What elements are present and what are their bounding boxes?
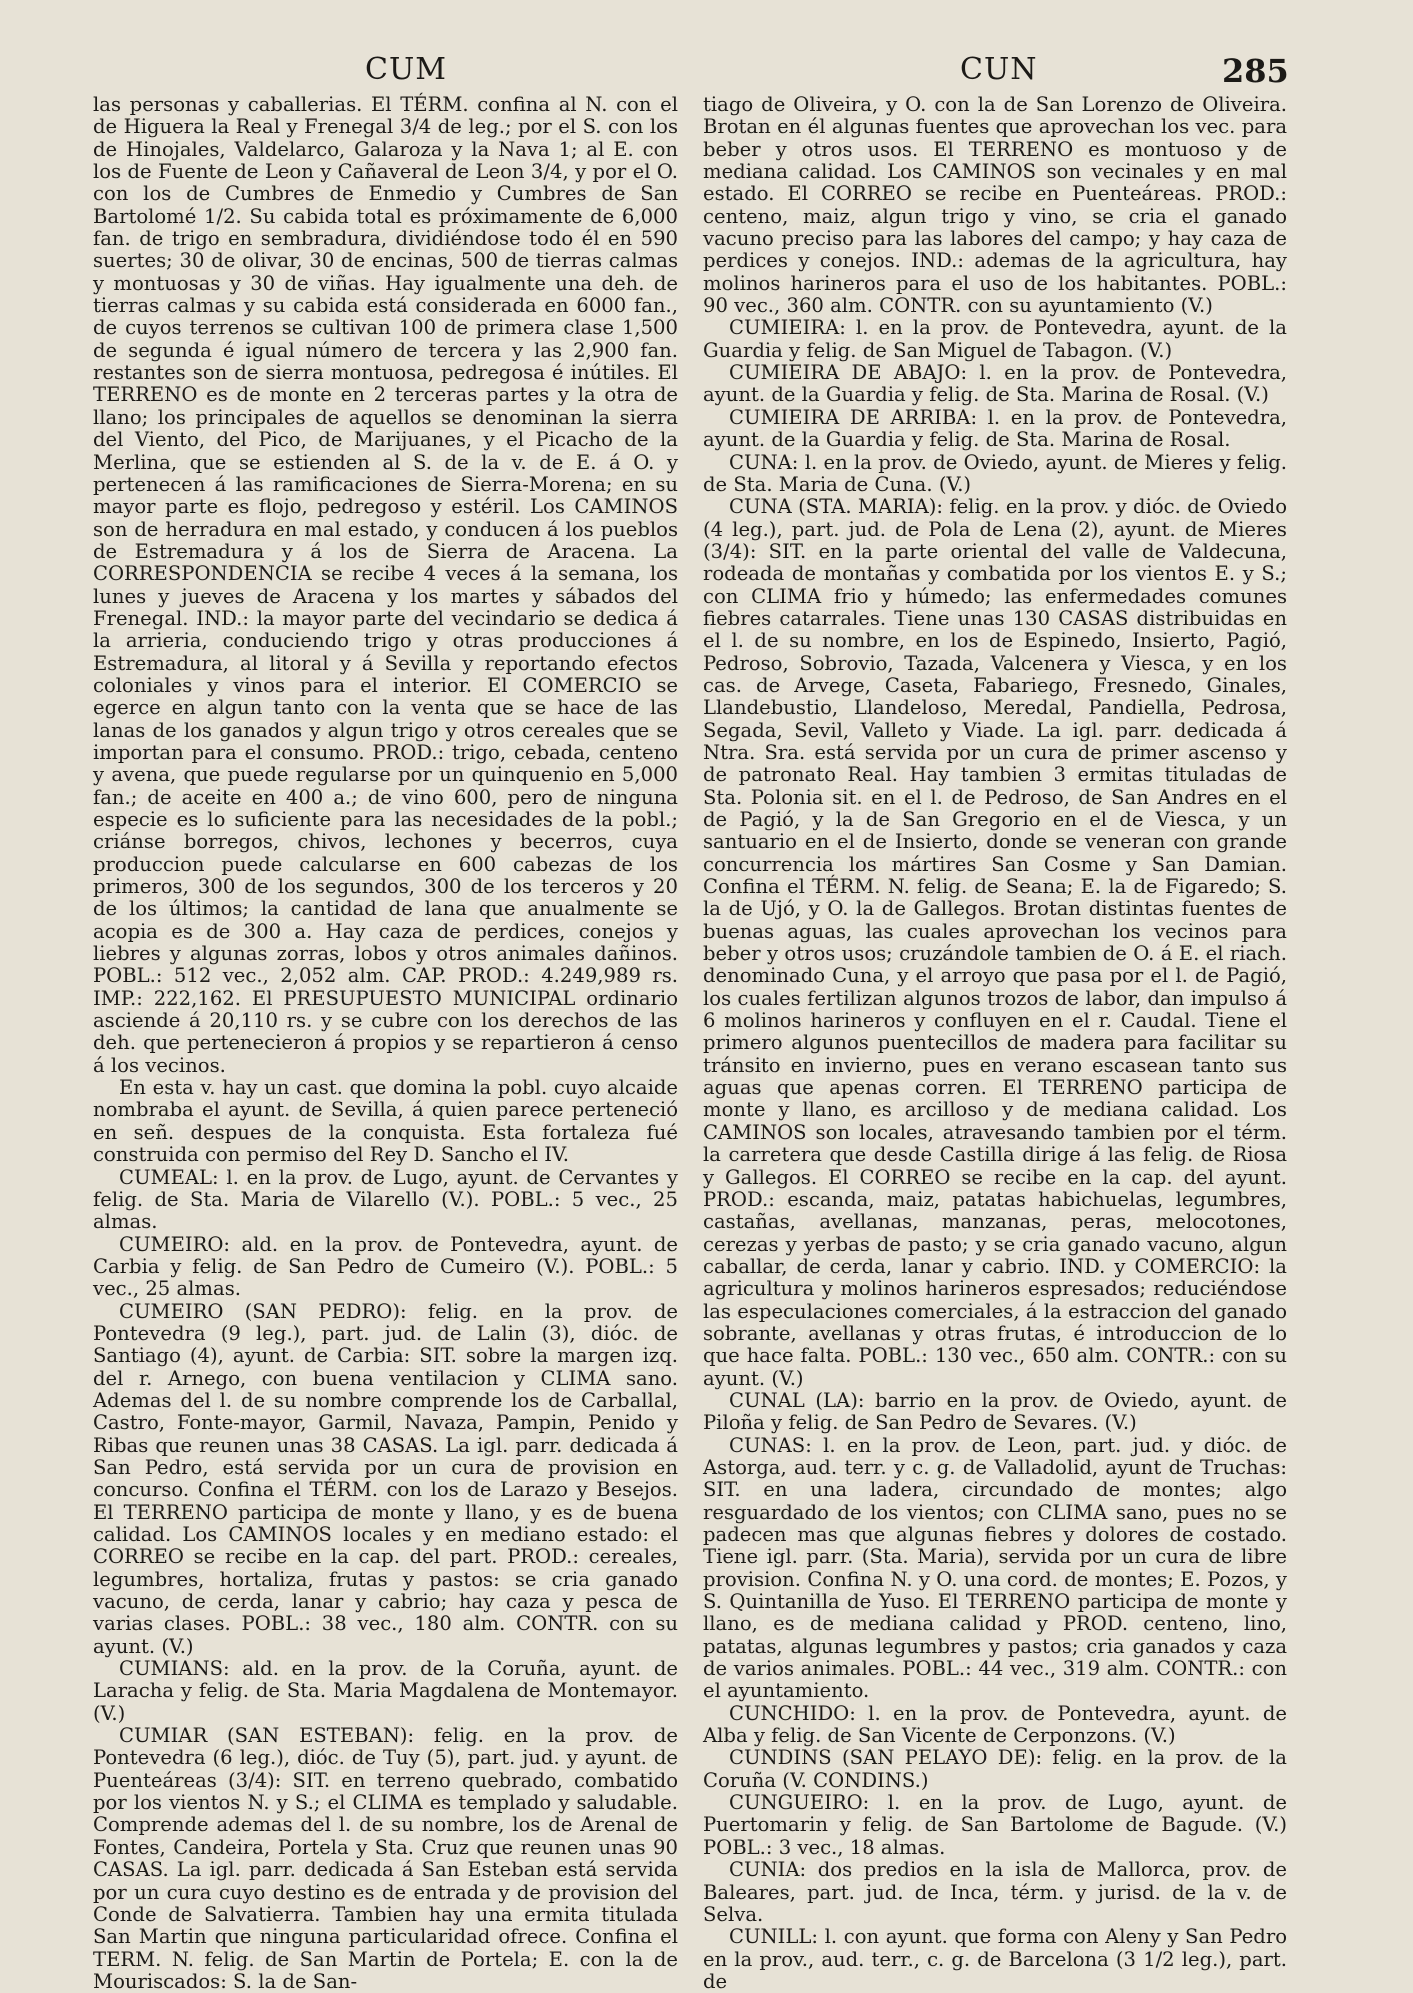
running-head-right: CUN [960, 52, 1038, 87]
entry-cunas: CUNAS: l. en la prov. de Leon, part. jud. y dióc. de Astorga, aud. terr. y c. g. de Valladolid, ayunt de Truchas: SIT. en una ladera, circundado de montes; algo resguardado de los vientos; con CLIMA sano, pues no se padecen mas que algunas fiebres y dolores de costado. Tiene igl. parr. (Sta. Maria), servida por un cura de libre provision. Confina N. y O. una cord. de montes; E. Pozos, y S. Quintanilla de Yuso. El TERRENO participa de monte y llano, es de mediana calidad y PROD. centeno, lino, patatas, algunas legumbres y pastos; cria ganados y caza de varios animales. POBL.: 44 vec., 319 alm. CONTR.: con el ayuntamiento. [703, 1433, 1287, 1703]
entry-cungueiro: CUNGUEIRO: l. en la prov. de Lugo, ayunt. de Puertomarin y felig. de San Bartolome de Bagude. (V.) POBL.: 3 vec., 18 almas. [703, 1791, 1287, 1859]
entry-cumieira-de-arriba: CUMIEIRA DE ARRIBA: l. en la prov. de Pontevedra, ayunt. de la Guardia y felig. de Sta. Marina de Rosal. [703, 405, 1287, 452]
entry-cunill: CUNILL: l. con ayunt. que forma con Aleny y San Pedro en la prov., aud. terr., c. g. de Barcelona (3 1/2 leg.), part. de [703, 1925, 1287, 1993]
entry-cumieira-de-abajo: CUMIEIRA DE ABAJO: l. en la prov. de Pontevedra, ayunt. de la Guardia y felig. de Sta. Marina de Rosal. (V.) [703, 361, 1287, 407]
entry-paragraph: las personas y caballerias. El TÉRM. confina al N. con el de Higuera la Real y Frenegal 3/4 de leg.; por el S. con los de Hinojales, Valdelarco, Galaroza y la Nava 1; al E. con los de Fuente de Leon y Cañaveral de Leon 3/4, y por el O. con los de Cumbres de Enmedio y Cumbres de San Bartolomé 1/2. Su cabida total es próximamente de 6,000 fan. de trigo en sembradura, dividiéndose todo él en 590 suertes; 30 de olivar, 30 de encinas, 500 de tierras calmas y montuosas y 30 de viñas. Hay igualmente una deh. de tierras calmas y su cabida está considerada en 6000 fan., de cuyos terrenos se cultivan 100 de primera clase 1,500 de segunda é igual número de tercera y las 2,900 fan. restantes son de sierra montuosa, pedregosa é inútiles. El TERRENO es de monte en 2 terceras partes y la otra de llano; los principales de aquellos se denominan la sierra del Viento, del Pico, de Marijuanes, y el Picacho de la Merlina, que se estienden al S. de la v. de E. á O. y pertenecen á las ramificaciones de Sierra-Morena; en su mayor parte es flojo, pedregoso y estéril. Los CAMINOS son de herradura en mal estado, y conducen á los pueblos de Estremadura y á los de Sierra de Aracena. La CORRESPONDENCIA se recibe 4 veces á la semana, los lunes y jueves de Aracena y los martes y sábados del Frenegal. IND.: la mayor parte del vecindario se dedica á la arrieria, conduciendo trigo y otras producciones á Estremadura, al litoral y á Sevilla y reportando efectos coloniales y vinos para el interior. El COMERCIO se egerce en algun tanto con la venta que se hace de las lanas de los ganados y algun trigo y otros cereales que se importan para el consumo. PROD.: trigo, cebada, centeno y avena, que puede regularse por un quinquenio en 5,000 fan.; de aceite en 400 a.; de vino 600, pero de ninguna especie es lo suficiente para las necesidades de la pobl.; criánse borregos, chivos, lechones y becerros, cuya produccion puede calcularse en 600 cabezas de los primeros, 300 de los segundos, 300 de los terceros y 20 de los últimos; la cantidad de lana que anualmente se acopia es de 300 a. Hay caza de perdices, conejos y liebres y algunas zorras, lobos y otros animales dañinos. POBL.: 512 vec., 2,052 alm. CAP. PROD.: 4.249,989 rs. IMP.: 222,162. El PRESUPUESTO MUNICIPAL ordinario asciende á 20,110 rs. y se cubre con los derechos de las deh. que pertenecieron á propios y se repartieron á censo á los vecinos. [93, 93, 678, 1077]
entry-cuna-sta-maria: CUNA (STA. MARIA): felig. en la prov. y dióc. de Oviedo (4 leg.), part. jud. de Pola de Lena (2), ayunt. de Mieres (3/4): SIT. en la parte oriental del valle de Valdecuna, rodeada de montañas y combatida por los vientos E. y S.; con CLIMA frio y húmedo; las enfermedades comunes fiebres catarrales. Tiene unas 130 CASAS distribuidas en el l. de su nombre, en los de Espinedo, Insierto, Pagió, Pedroso, Sobrovio, Tazada, Valcenera y Viesca, y en los cas. de Arvege, Caseta, Fabariego, Fresnedo, Ginales, Llandebustio, Llandeloso, Meredal, Pandiella, Pedrosa, Segada, Sevil, Valleto y Viade. La igl. parr. dedicada á Ntra. Sra. está servida por un cura de primer ascenso y de patronato Real. Hay tambien 3 ermitas tituladas de Sta. Polonia sit. en el l. de Pedroso, de San Andres en el de Pagió, y la de San Gregorio en el de Viesca, y un santuario en el de Insierto, donde se veneran con grande concurrencia los mártires San Cosme y San Damian. Confina el TÉRM. N. felig. de Seana; E. la de Figaredo; S. la de Ujó, y O. la de Gallegos. Brotan distintas fuentes de buenas aguas, las cuales aprovechan los vecinos para beber y otros usos; cruzándole tambien de O. á E. el riach. denominado Cuna, y el arroyo que pasa por el l. de Pagió, los cuales fertilizan algunos trozos de labor, dan impulso á 6 molinos harineros y confluyen en el r. Caudal. Tiene el primero algunos puentecillos de madera para facilitar su tránsito en invierno, pues en verano escasean tanto sus aguas que apenas corren. El TERRENO participa de monte y llano, es arcilloso y de mediana calidad. Los CAMINOS son locales, atravesando tambien por el térm. la carretera que desde Castilla dirige á las felig. de Riosa y Gallegos. El CORREO se recibe en la cap. del ayunt. PROD.: escanda, maiz, patatas habichuelas, legumbres, castañas, avellanas, manzanas, peras, melocotones, cerezas y yerbas de pasto; y se cria ganado vacuno, algun caballar, de cerda, lanar y cabrio. IND. y COMERCIO: la agricultura y molinos harineros espresados; reduciéndose las especulaciones comerciales, á la estraccion del ganado sobrante, avellanas y otras frutas, é introduccion de lo que hace falta. POBL.: 130 vec., 650 alm. CONTR.: con su ayunt. (V.) [703, 495, 1287, 1390]
left-column [93, 94, 678, 1993]
running-head-left: CUM [365, 52, 447, 87]
entry-paragraph: En esta v. hay un cast. que domina la pobl. cuyo alcaide nombraba el ayunt. de Sevilla, á quien parece perteneció en señ. despues de la conquista. Esta fortaleza fué construida con permiso del Rey D. Sancho el IV. [93, 1076, 678, 1167]
right-column [703, 94, 1287, 1993]
entry-cuna: CUNA: l. en la prov. de Oviedo, ayunt. de Mieres y felig. de Sta. Maria de Cuna. (V.) [703, 450, 1287, 496]
entry-cumiar: CUMIAR (SAN ESTEBAN): felig. en la prov. de Pontevedra (6 leg.), dióc. de Tuy (5), part. jud. y ayunt. de Puenteáreas (3/4): SIT. en terreno quebrado, combatido por los vientos N. y S.; el CLIMA es templado y saludable. Comprende ademas del l. de su nombre, los de Arenal de Fontes, Candeira, Portela y Sta. Cruz que reunen unas 90 CASAS. La igl. parr. dedicada á San Esteban está servida por un cura cuyo destino es de entrada y de provision del Conde de Salvatierra. Tambien hay una ermita titulada San Martin que ninguna particularidad ofrece. Confina el TERM. N. felig. de San Martin de Portela; E. con la de Mouriscados: S. la de San- [93, 1724, 678, 1993]
entry-cumeiro: CUMEIRO: ald. en la prov. de Pontevedra, ayunt. de Carbia y felig. de San Pedro de Cumeiro (V.). POBL.: 5 vec., 25 almas. [93, 1232, 678, 1301]
page-number: 285 [1222, 52, 1289, 90]
entry-cunchido: CUNCHIDO: l. en la prov. de Pontevedra, ayunt. de Alba y felig. de San Vicente de Cerponzons. (V.) [703, 1701, 1287, 1748]
entry-cumieira: CUMIEIRA: l. en la prov. de Pontevedra, ayunt. de la Guardia y felig. de San Miguel de Tabagon. (V.) [703, 316, 1287, 362]
entry-paragraph: tiago de Oliveira, y O. con la de San Lorenzo de Oliveira. Brotan en él algunas fuentes que aprovechan los vec. para beber y otros usos. El TERRENO es montuoso y de mediana calidad. Los CAMINOS son vecinales y en mal estado. El CORREO se recibe en Puenteáreas. PROD.: centeno, maiz, algun trigo y vino, se cria el ganado vacuno preciso para las labores del campo; y hay caza de perdices y conejos. IND.: ademas de la agricultura, hay molinos harineros para el uso de los habitantes. POBL.: 90 vec., 360 alm. CONTR. con su ayuntamiento (V.) [703, 93, 1287, 318]
entry-cunia: CUNIA: dos predios en la isla de Mallorca, prov. de Baleares, part. jud. de Inca, térm. y jurisd. de la v. de Selva. [703, 1858, 1287, 1926]
entry-cunal: CUNAL (LA): barrio en la prov. de Oviedo, ayunt. de Piloña y felig. de San Pedro de Sevares. (V.) [703, 1388, 1287, 1435]
entry-cumeiro-san-pedro: CUMEIRO (SAN PEDRO): felig. en la prov. de Pontevedra (9 leg.), part. jud. de Lalin (3), dióc. de Santiago (4), ayunt. de Carbia: SIT. sobre la margen izq. del r. Arnego, con buena ventilacion y CLIMA sano. Ademas del l. de su nombre comprende los de Carballal, Castro, Fonte-mayor, Garmil, Navaza, Pampin, Penido y Ribas que reunen unas 38 CASAS. La igl. parr. dedicada á San Pedro, está servida por un cura de provision en concurso. Confina el TÉRM. con los de Larazo y Besejos. El TERRENO participa de monte y llano, y es de buena calidad. Los CAMINOS locales y en mediano estado: el CORREO se recibe en la cap. del part. PROD.: cereales, legumbres, hortaliza, frutas y pastos: se cria ganado vacuno, de cerda, lanar y cabrio; hay caza y pesca de varias clases. POBL.: 38 vec., 180 alm. CONTR. con su ayunt. (V.) [93, 1299, 678, 1658]
entry-cundins: CUNDINS (SAN PELAYO DE): felig. en la prov. de la Coruña (V. CONDINS.) [703, 1746, 1287, 1792]
entry-cumeal: CUMEAL: l. en la prov. de Lugo, ayunt. de Cervantes y felig. de Sta. Maria de Vilarello (V.). POBL.: 5 vec., 25 almas. [93, 1165, 678, 1234]
entry-cumians: CUMIANS: ald. en la prov. de la Coruña, ayunt. de Laracha y felig. de Sta. Maria Magdalena de Montemayor. (V.) [93, 1657, 678, 1725]
